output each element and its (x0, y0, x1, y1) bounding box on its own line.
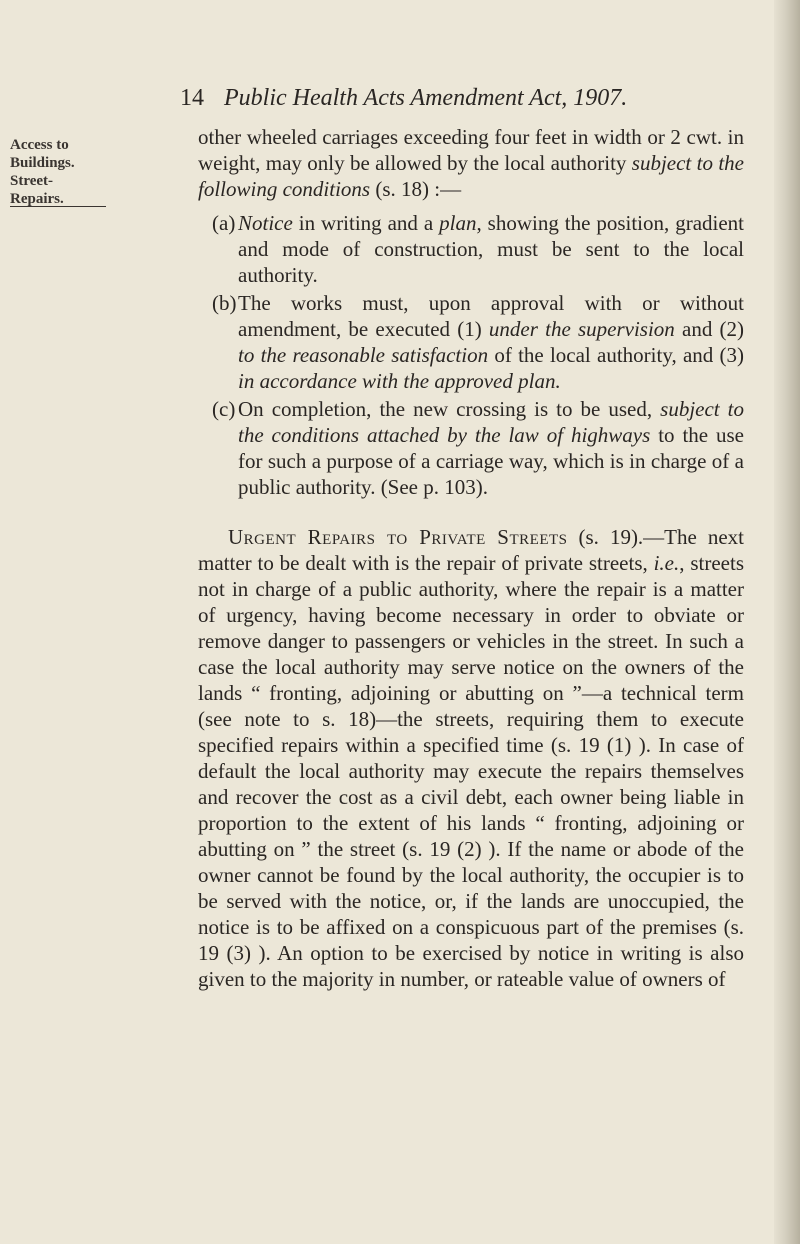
running-header (180, 84, 627, 112)
page-number: 14 (180, 85, 204, 111)
body-text (198, 124, 744, 992)
condition-item-c: (c) On completion, the new crossing is to be used, subject to the conditions attached by the law of highways to the use for such a purpose of a carriage way, which is in charge of a public authority. (See p. 103). (212, 397, 744, 499)
item-label: (a) (212, 211, 236, 235)
margin-note-line: Buildings. (10, 155, 75, 171)
section-heading: Urgent Repairs to Private Streets (228, 525, 568, 549)
margin-note-line: Street- (10, 173, 54, 189)
item-label: (b) (212, 291, 237, 315)
item-label: (c) (212, 397, 236, 421)
margin-note (10, 136, 100, 208)
intro-paragraph: other wheeled carriages exceeding four feet in width or 2 cwt. in weight, may only be allowed by the local authority subject to the following conditions (s. 18) :— (198, 125, 744, 201)
margin-note-rule (10, 206, 106, 207)
margin-note-line: Repairs. (10, 191, 64, 207)
urgent-repairs-paragraph: Urgent Repairs to Private Streets (s. 19).—The next matter to be dealt with is the repair of private streets, i.e., streets not in charge of a public authority, where the repair is a matter of urgency, having become necessary in order to obviate or remove danger to passengers or vehicles in the street. In such a case the local authority may serve notice on the owners of the lands “ fronting, adjoining or abutting on ”—a technical term (see note to s. 18)—the streets, requiring them to execute specified repairs within a specified time (s. 19 (1) ). In case of default the local authority may execute the repairs themselves and recover the cost as a civil debt, each owner being liable in proportion to the extent of his lands “ fronting, adjoining or abutting on ” the street (s. 19 (2) ). If the name or abode of the owner cannot be found by the local authority, the occupier is to be served with the notice, or, if the lands are unoccupied, the notice is to be affixed on a conspicuous part of the premises (s. 19 (3) ). An option to be exercised by notice in writing is also given to the majority in number, or rateable value of owners of (198, 525, 744, 991)
condition-item-a: (a) Notice in writing and a plan, showing the position, gradient and mode of construction, must be sent to the local authority. (212, 211, 744, 287)
condition-item-b: (b) The works must, upon approval with or without amendment, be executed (1) under the supervision and (2) to the reasonable satisfaction of the local authority, and (3) in accordance with the approved plan. (212, 291, 744, 393)
margin-note-line: Access to (10, 137, 69, 153)
page-spine-shadow (774, 0, 800, 1244)
conditions-list (198, 210, 744, 500)
running-title: Public Health Acts Amendment Act, 1907. (224, 85, 628, 111)
